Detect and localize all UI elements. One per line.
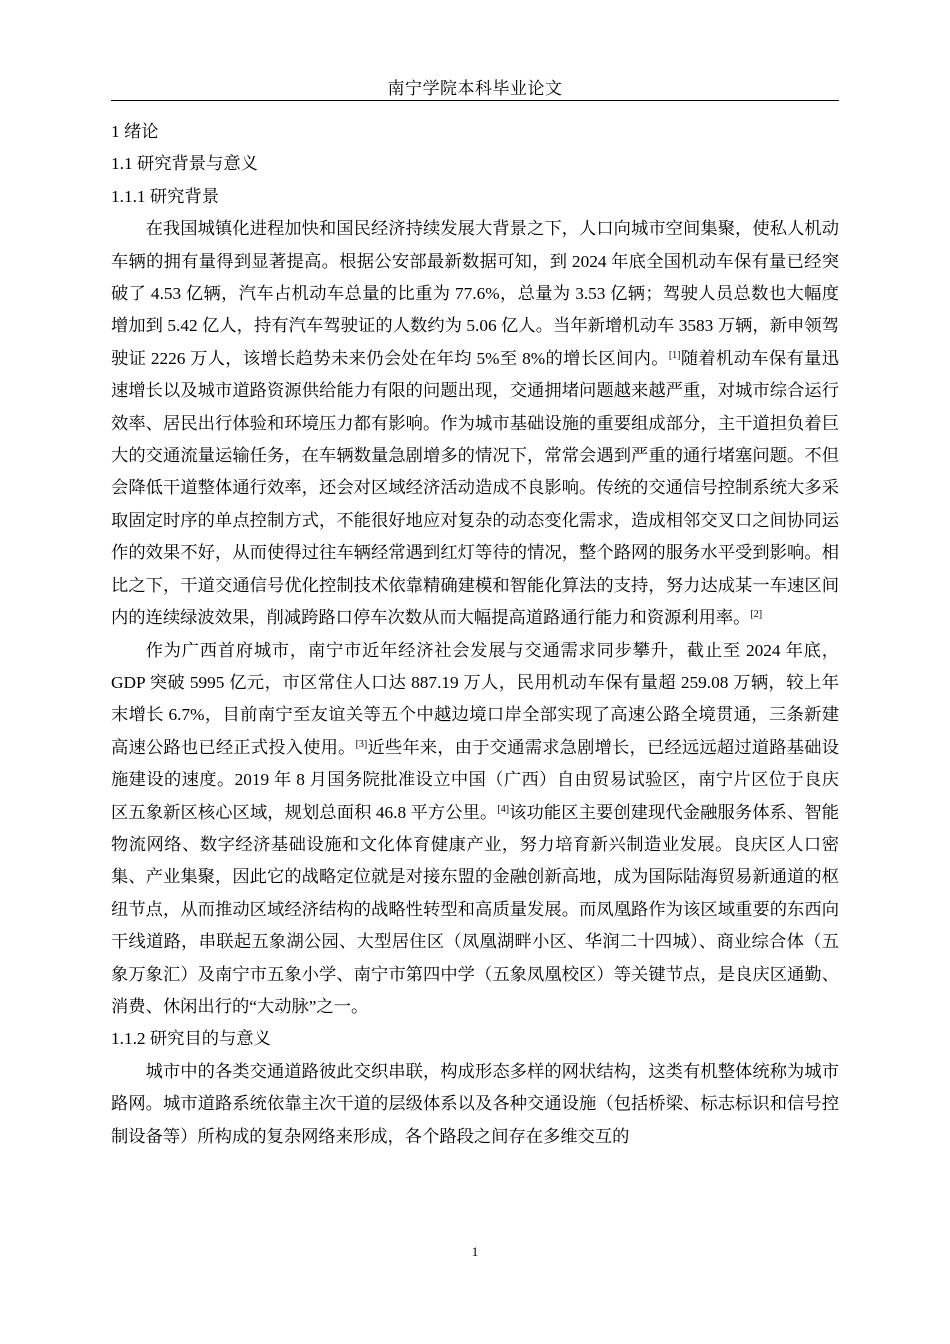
subsection-heading-background: 1.1.1 研究背景 [111,186,220,206]
paragraph-text: 近些年来，由于交通需求急剧增长，已经远远超过道路基础设施建设的速度。2019 年 8 月国务院批准设立中国（广西）自由贸易试验区，南宁片区位于良庆区五象新区核心区域，规划总面积 46.8 平方公里。 [111,737,839,822]
section-heading: 1.1 研究背景与意义 [111,154,258,174]
paragraph-background-1 [111,213,839,634]
paragraph-background-2 [111,635,839,1024]
paragraph-text: 随着机动车保有量迅速增长以及城市道路资源供给能力有限的问题出现，交通拥堵问题越来越严重，对城市综合运行效率、居民出行体验和环境压力都有影响。作为城市基础设施的重要组成部分，主干道担负着巨大的交通流量运输任务，在车辆数量急剧增多的情况下，常常会遇到严重的通行堵塞问题。不但会降低干道整体通行效率，还会对区域经济活动造成不良影响。传统的交通信号控制系统大多采取固定时序的单点控制方式，不能很好地应对复杂的动态变化需求，造成相邻交叉口之间协同运作的效果不好，从而使得过往车辆经常遇到红灯等待的情况，整个路网的服务水平受到影响。相比之下，干道交通信号优化控制技术依靠精确建模和智能化算法的支持，努力达成某一车速区间内的连续绿波效果，削减跨路口停车次数从而大幅提高道路通行能力和资源利用率。 [111,348,839,628]
paragraph-text: 作为广西首府城市，南宁市近年经济社会发展与交通需求同步攀升，截止至 2024 年底，GDP 突破 5995 亿元，市区常住人口达 887.19 万人，民用机动车保有量超 259.08 万辆，较上年末增长 6.7%，目前南宁至友谊关等五个中越边境口岸全部实现了高速公路全境贯通，三条新建高速公路也已经正式投入使用。 [111,640,839,757]
paragraph-text: 在我国城镇化进程加快和国民经济持续发展大背景之下，人口向城市空间集聚，使私人机动车辆的拥有量得到显著提高。根据公安部最新数据可知，到 2024 年底全国机动车保有量已经突破了 4.53 亿辆，汽车占机动车总量的比重为 77.6%，总量为 3.53 亿辆；驾驶人员总数也大幅度增加到 5.42 亿人，持有汽车驾驶证的人数约为 5.06 亿人。当年新增机动车 3583 万辆，新申领驾驶证 2226 万人，该增长趋势未来仍会处在年均 5%至 8%的增长区间内。 [111,219,839,368]
chapter-heading: 1 绪论 [111,122,159,141]
citation-ref: [2] [750,609,763,621]
document-body [111,116,839,1153]
citation-ref: [1] [668,349,681,361]
subsection-heading-purpose: 1.1.2 研究目的与意义 [111,1029,271,1049]
paragraph-purpose-1 [111,1056,839,1153]
paragraph-text: 城市中的各类交通道路彼此交织串联，构成形态多样的网状结构，这类有机整体统称为城市路网。城市道路系统依靠主次干道的层级体系以及各种交通设施（包括桥梁、标志标识和信号控制设备等）所构成的复杂网络来形成，各个路段之间存在多维交互的 [111,1061,839,1146]
page-header-title: 南宁学院本科毕业论文 [387,79,563,98]
page-number: 1 [471,1244,479,1259]
citation-ref: [4] [497,803,510,815]
header-divider [111,100,839,101]
paragraph-text: 该功能区主要创建现代金融服务体系、智能物流网络、数字经济基础设施和文化体育健康产业，努力培育新兴制造业发展。良庆区人口密集、产业集聚，因此它的战略定位就是对接东盟的金融创新高地，成为国际陆海贸易新通道的枢纽节点，从而推动区域经济结构的战略性转型和高质量发展。而凤凰路作为该区域重要的东西向干线道路，串联起五象湖公园、大型居住区（凤凰湖畔小区、华润二十四城）、商业综合体（五象万象汇）及南宁市五象小学、南宁市第四中学（五象凤凰校区）等关键节点，是良庆区通勤、消费、休闲出行的“大动脉”之一。 [111,802,839,1016]
citation-ref: [3] [355,738,368,750]
